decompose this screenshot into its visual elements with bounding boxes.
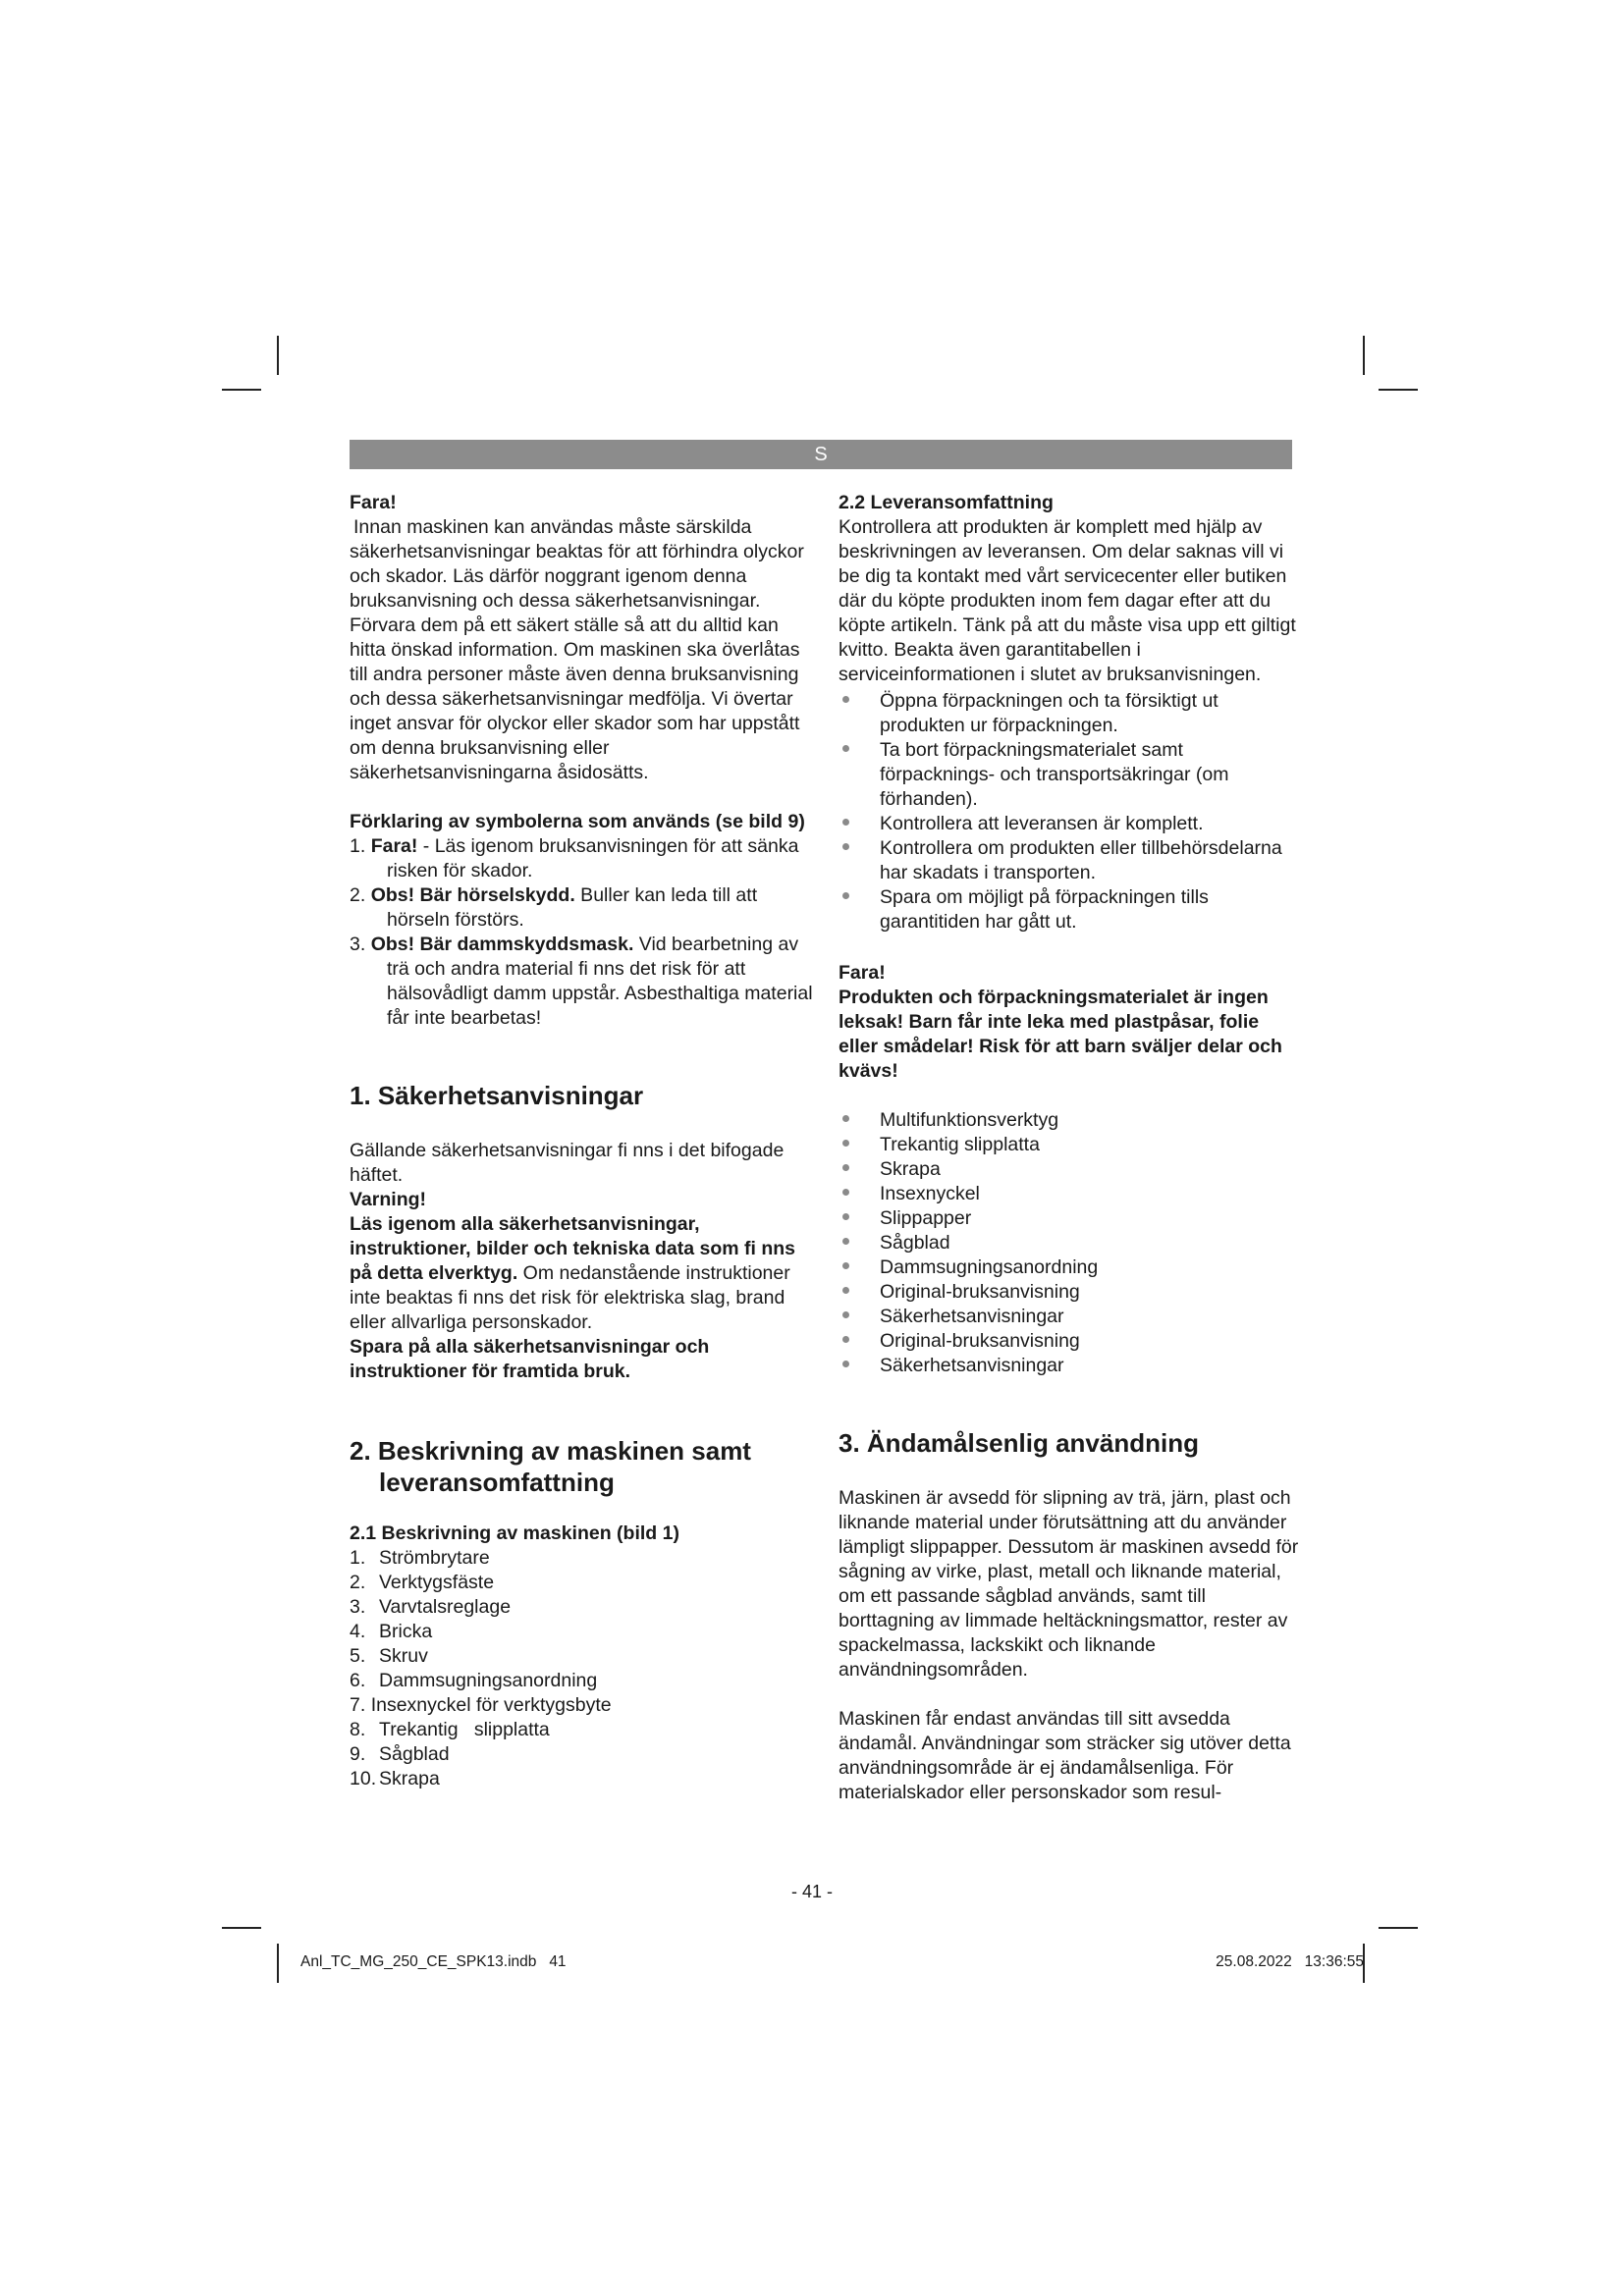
symbols-list bbox=[350, 834, 813, 1031]
section-3-paragraph-2: Maskinen får endast användas till sitt avsedda ändamål. Användningar som sträcker sig utöver detta användningsområde är ej ändamålsenliga. För materialskador eller personskador som resul- bbox=[839, 1708, 1291, 1803]
list-item: Spara om möjligt på förpackningen tills garantitiden har gått ut. bbox=[839, 885, 1302, 934]
list-item: Original-bruksanvisning bbox=[839, 1329, 1302, 1354]
crop-mark-bottom-left-h bbox=[222, 1927, 261, 1929]
list-item: Dammsugningsanordning bbox=[839, 1255, 1302, 1280]
crop-mark-top-left-v bbox=[277, 336, 279, 375]
page-number: - 41 - bbox=[790, 1882, 833, 1901]
list-item: 5. Skruv bbox=[350, 1645, 428, 1667]
symbols-heading: Förklaring av symbolerna som används (se bild 9) bbox=[350, 811, 805, 832]
list-item: Öppna förpackningen och ta försiktigt ut produkten ur förpackningen. bbox=[839, 689, 1302, 738]
list-item: 7. Insexnyckel för verktygsbyte bbox=[350, 1694, 612, 1716]
list-item: 8. Trekantig slipplatta bbox=[350, 1719, 550, 1740]
section-1-title: 1. Säkerhetsanvisningar bbox=[350, 1081, 644, 1110]
danger-paragraph-2: Produkten och förpackningsmaterialet är ingen leksak! Barn får inte leka med plastpåsar, folie eller smådelar! Risk för att barn sväljer delar och kvävs! bbox=[839, 987, 1282, 1082]
list-item: 2. Verktygsfäste bbox=[350, 1572, 495, 1593]
crop-mark-top-right-h bbox=[1379, 389, 1418, 391]
danger-heading-2: Fara! bbox=[839, 962, 886, 984]
left-column bbox=[350, 491, 813, 1791]
section-3-paragraph-1: Maskinen är avsedd för slipning av trä, järn, plast och liknande material under förutsättning att du använder lämpligt slippapper. Dessutom är maskinen avsedd för sågning av virke, plast, metall och liknande material, om ett passande sågblad används, samt till borttagning av limmade heltäckningsmattor, rester av spackelmassa, lackskikt och liknande användningsområden. bbox=[839, 1487, 1299, 1681]
list-item: Ta bort förpackningsmaterialet samt förpacknings- och transportsäkringar (om förhanden). bbox=[839, 738, 1302, 812]
list-item: Skrapa bbox=[839, 1157, 1302, 1182]
section-2-2-title: 2.2 Leveransomfattning bbox=[839, 492, 1054, 513]
section-2-1-title: 2.1 Beskrivning av maskinen (bild 1) bbox=[350, 1522, 679, 1544]
list-item: Sågblad bbox=[839, 1231, 1302, 1255]
language-code: S bbox=[814, 444, 828, 465]
parts-list bbox=[350, 1546, 813, 1791]
list-item: 3. Varvtalsreglage bbox=[350, 1596, 512, 1618]
section-2-2-paragraph: Kontrollera att produkten är komplett med hjälp av beskrivningen av leveransen. Om delar saknas vill vi be dig ta kontakt med vårt servicecenter eller butiken där du köpte produkten inom fem dagar efter att du köpte artikeln. Tänk på att du måste visa upp ett giltigt kvitto. Beakta även garantitabellen i serviceinformationen i slutet av bruksanvisningen. bbox=[839, 516, 1296, 685]
list-item: 9. Sågblad bbox=[350, 1743, 450, 1765]
list-item: 1. Strömbrytare bbox=[350, 1547, 490, 1569]
list-item: Kontrollera att leveransen är komplett. bbox=[839, 812, 1302, 836]
print-timestamp: 25.08.2022 13:36:55 bbox=[1216, 1953, 1364, 1970]
list-item: Trekantig slipplatta bbox=[839, 1133, 1302, 1157]
list-item: Säkerhetsanvisningar bbox=[839, 1354, 1302, 1378]
language-header-bar bbox=[350, 440, 1292, 469]
section-3-title: 3. Ändamålsenlig användning bbox=[839, 1428, 1199, 1458]
crop-mark-bottom-left-v bbox=[277, 1944, 279, 1983]
list-item: 6. Dammsugningsanordning bbox=[350, 1670, 598, 1691]
crop-mark-top-right-v bbox=[1363, 336, 1365, 375]
list-item: Insexnyckel bbox=[839, 1182, 1302, 1206]
danger-paragraph: Innan maskinen kan användas måste särskilda säkerhetsanvisningar beaktas för att förhindra olyckor och skador. Läs därför noggrant igenom denna bruksanvisning och dessa säkerhetsanvisningar. Förvara dem på ett säkert ställe så att du alltid kan hitta önskad information. Om maskinen ska överlåtas till andra personer måste även denna bruksanvisning och dessa säkerhetsanvisningar medfölja. Vi övertar inget ansvar för olyckor eller skador som har uppstått om denna bruksanvisning eller säkerhetsanvisningarna åsidosätts. bbox=[350, 516, 804, 783]
section-1-paragraph: Gällande säkerhetsanvisningar fi nns i det bifogade häftet. bbox=[350, 1140, 785, 1186]
crop-mark-top-left-h bbox=[222, 389, 261, 391]
list-item: 10. Skrapa bbox=[350, 1768, 440, 1789]
print-file-name: Anl_TC_MG_250_CE_SPK13.indb 41 bbox=[300, 1953, 567, 1970]
right-column bbox=[839, 491, 1302, 1805]
list-item: 4. Bricka bbox=[350, 1621, 433, 1642]
warning-paragraph: Läs igenom alla säkerhetsanvisningar, instruktioner, bilder och tekniska data som fi nns på detta elverktyg. Om nedanstående instruktioner inte beaktas fi nns det risk för elektriska slag, brand eller allvarliga personskador. bbox=[350, 1213, 796, 1333]
delivery-contents-list bbox=[839, 1108, 1302, 1378]
save-instructions: Spara på alla säkerhetsanvisningar och instruktioner för framtida bruk. bbox=[350, 1336, 710, 1382]
symbol-item: 1. Fara! - Läs igenom bruksanvisningen för att sänka risken för skador. bbox=[350, 835, 799, 881]
crop-mark-bottom-right-h bbox=[1379, 1927, 1418, 1929]
symbol-item: 2. Obs! Bär hörselskydd. Buller kan leda till att hörseln förstörs. bbox=[350, 884, 758, 931]
list-item: Original-bruksanvisning bbox=[839, 1280, 1302, 1305]
list-item: Multifunktionsverktyg bbox=[839, 1108, 1302, 1133]
list-item: Säkerhetsanvisningar bbox=[839, 1305, 1302, 1329]
list-item: Slippapper bbox=[839, 1206, 1302, 1231]
unpacking-steps bbox=[839, 689, 1302, 934]
symbol-item: 3. Obs! Bär dammskyddsmask. Vid bearbetning av trä och andra material fi nns det risk för att hälsovådligt damm uppstår. Asbesthaltiga material får inte bearbetas! bbox=[350, 934, 813, 1029]
list-item: Kontrollera om produkten eller tillbehörsdelarna har skadats i transporten. bbox=[839, 836, 1302, 885]
danger-heading: Fara! bbox=[350, 492, 397, 513]
section-2-title: 2. Beskrivning av maskinen samt leveransomfattning bbox=[350, 1436, 751, 1497]
warning-heading: Varning! bbox=[350, 1189, 427, 1210]
